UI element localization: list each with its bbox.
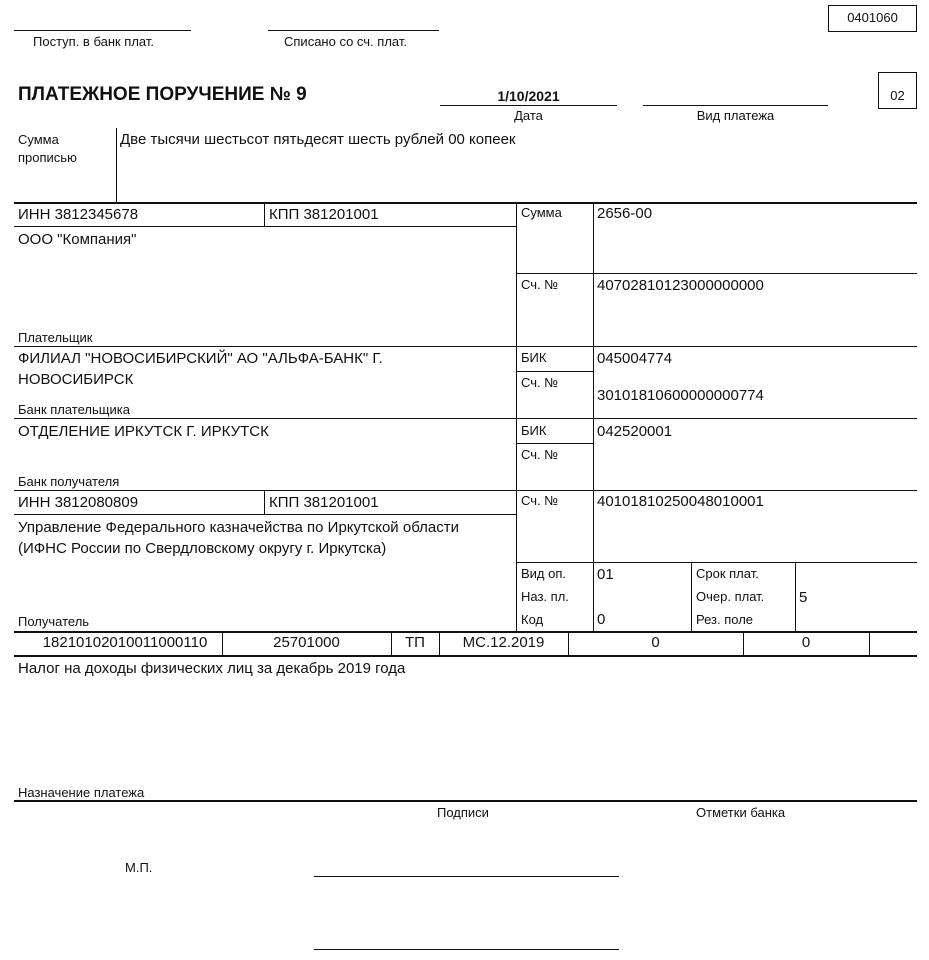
grid-line — [14, 631, 917, 633]
grid-vline — [691, 562, 692, 631]
bank-marks-label: Отметки банка — [696, 805, 786, 820]
grid-vline — [264, 490, 265, 514]
tax-basis: ТП — [405, 634, 425, 651]
received-line — [14, 30, 191, 31]
recipient-bank-name: ОТДЕЛЕНИЕ ИРКУТСК Г. ИРКУТСК — [18, 423, 269, 440]
recipient-bank-bik: 042520001 — [597, 423, 673, 440]
grid-vline — [516, 202, 517, 631]
tax-doc-number: 0 — [651, 634, 660, 651]
sum-label: Сумма — [521, 205, 562, 220]
grid-line — [516, 562, 917, 563]
vid-op-value: 01 — [597, 566, 614, 583]
date-line — [440, 105, 617, 106]
payer-name: ООО "Компания" — [18, 231, 137, 248]
payer-kpp: КПП 381201001 — [269, 206, 379, 223]
grid-line — [516, 273, 917, 274]
recipient-bank-label: Банк получателя — [18, 474, 120, 489]
recipient-label: Получатель — [18, 614, 90, 629]
payer-label: Плательщик — [18, 330, 93, 345]
grid-vline — [593, 202, 594, 631]
payer-account-label: Сч. № — [521, 277, 559, 292]
form-code: 0401060 — [847, 10, 898, 25]
grid-line — [516, 371, 594, 372]
kod-value: 0 — [597, 611, 606, 628]
ocher-value: 5 — [799, 589, 808, 606]
payer-bank-bik: 045004774 — [597, 350, 673, 367]
recipient-account-label: Сч. № — [521, 493, 559, 508]
tax-doc-date: 0 — [801, 634, 811, 651]
grid-vline — [264, 202, 265, 226]
payer-bank-bik-label: БИК — [521, 350, 547, 365]
date-label: Дата — [514, 108, 543, 123]
recipient-name-1: Управление Федерального казначейства по Иркутской области — [18, 519, 459, 536]
rez-label: Рез. поле — [696, 612, 754, 627]
payer-inn: ИНН 3812345678 — [18, 206, 139, 223]
grid-line — [14, 202, 917, 204]
tax-vline — [869, 631, 870, 655]
grid-line — [14, 490, 917, 491]
grid-vline — [795, 562, 796, 631]
vid-op-label: Вид оп. — [521, 566, 567, 581]
purpose-text: Налог на доходы физических лиц за декабрь 2019 года — [18, 660, 406, 677]
status-code: 02 — [890, 88, 905, 103]
payer-bank-name-1: ФИЛИАЛ "НОВОСИБИРСКИЙ" АО "АЛЬФА-БАНК" Г. — [18, 350, 383, 367]
recipient-bank-corr-label: Сч. № — [521, 447, 559, 462]
recipient-inn: ИНН 3812080809 — [18, 494, 139, 511]
tax-period: МС.12.2019 — [462, 634, 545, 651]
signature-line-1 — [314, 876, 619, 877]
payment-type-line — [643, 105, 828, 106]
payment-type-label: Вид платежа — [696, 108, 775, 123]
amount-words-value: Две тысячи шестьсот пятьдесят шесть рублей 00 копеек — [120, 131, 516, 148]
payer-account: 40702810123000000000 — [597, 277, 764, 294]
signatures-label: Подписи — [437, 805, 489, 820]
document-date: 1/10/2021 — [497, 88, 560, 104]
recipient-account: 40101810250048010001 — [597, 493, 764, 510]
payer-bank-corr: 30101810600000000774 — [597, 387, 764, 404]
payer-bank-name-2: НОВОСИБИРСК — [18, 371, 134, 388]
grid-line — [14, 514, 516, 515]
recipient-bank-bik-label: БИК — [521, 423, 547, 438]
received-label: Поступ. в банк плат. — [33, 34, 155, 49]
srok-label: Срок плат. — [696, 566, 759, 581]
naz-pl-label: Наз. пл. — [521, 589, 569, 604]
purpose-line — [14, 800, 917, 802]
kod-label: Код — [521, 612, 544, 627]
signature-line-2 — [314, 949, 619, 950]
purpose-label: Назначение платежа — [18, 785, 145, 800]
sum-value: 2656-00 — [597, 205, 653, 222]
grid-line — [14, 346, 917, 347]
recipient-name-2: (ИФНС России по Свердловскому округу г. Иркутска) — [18, 540, 387, 557]
recipient-kpp: КПП 381201001 — [269, 494, 379, 511]
debited-line — [268, 30, 439, 31]
amount-words-label-2: прописью — [18, 150, 77, 165]
amount-words-label-1: Сумма — [18, 132, 59, 147]
document-title: ПЛАТЕЖНОЕ ПОРУЧЕНИЕ № 9 — [18, 84, 307, 105]
grid-line — [14, 418, 917, 419]
amount-words-divider — [116, 128, 117, 203]
grid-line — [14, 655, 917, 657]
grid-line — [14, 226, 516, 227]
stamp-label: М.П. — [125, 860, 153, 875]
tax-kbk: 18210102010011000110 — [42, 634, 208, 651]
payer-bank-corr-label: Сч. № — [521, 375, 559, 390]
debited-label: Списано со сч. плат. — [284, 34, 407, 49]
ocher-label: Очер. плат. — [696, 589, 765, 604]
payer-bank-label: Банк плательщика — [18, 402, 130, 417]
tax-oktmo: 25701000 — [273, 634, 340, 651]
grid-line — [516, 443, 594, 444]
